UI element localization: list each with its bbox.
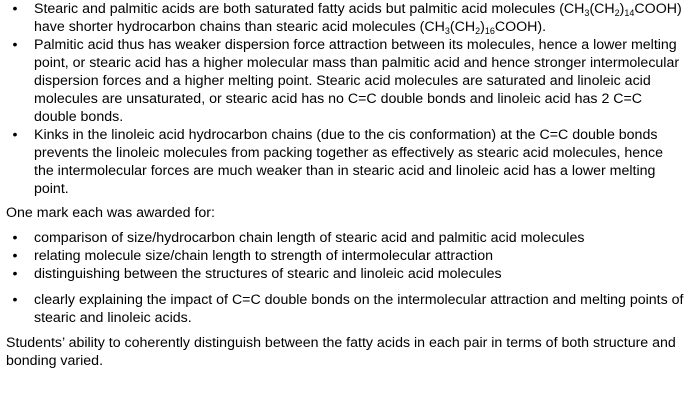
answer-point-text: Palmitic acid thus has weaker dispersion force attraction between its molecules, hence a lower melting point, or stearic acid has a higher molecular mass than palmitic acid and hence stronger intermolecular dispersion forces and a higher melting point. Stearic acid molecules are saturated and linoleic acid molecules are unsaturated, or stearic acid has no C=C double bonds and linoleic acid has 2 C=C double bonds. [34, 37, 680, 125]
marks-intro: One mark each was awarded for: [6, 205, 215, 221]
mark-criterion-text: relating molecule size/chain length to strength of intermolecular attraction [34, 248, 493, 264]
mark-criterion [6, 229, 684, 247]
bullet-marker: • [12, 37, 18, 53]
mark-criterion-text: distinguishing between the structures of stearic and linoleic acid molecules [34, 266, 502, 282]
answer-point [6, 0, 684, 36]
mark-criterion [6, 291, 684, 327]
answer-point-list [6, 0, 684, 198]
mark-criterion-text: clearly explaining the impact of C=C double bonds on the intermolecular attraction and melting points of stearic and linoleic acids. [34, 292, 684, 326]
bullet-marker: • [12, 1, 18, 17]
mark-criteria-list [6, 229, 684, 327]
summary-paragraph: Students’ ability to coherently distinguish between the fatty acids in each pair in terms of both structure and bonding varied. [6, 335, 676, 369]
answer-point-text: Kinks in the linoleic acid hydrocarbon chains (due to the cis conformation) at the C=C double bonds prevents the linoleic molecules from packing together as effectively as stearic acid molecules, hence the intermolecular forces are much weaker than in stearic acid and linoleic acid has a lower melting point. [34, 127, 664, 197]
bullet-marker: • [12, 230, 18, 246]
answer-point [6, 126, 684, 198]
mark-criterion-text: comparison of size/hydrocarbon chain length of stearic acid and palmitic acid molecules [34, 230, 585, 246]
answer-point [6, 36, 684, 126]
bullet-marker: • [12, 248, 18, 264]
bullet-marker: • [12, 292, 18, 308]
bullet-marker: • [12, 266, 18, 282]
mark-criterion [6, 247, 684, 265]
answer-point-text: Stearic and palmitic acids are both saturated fatty acids but palmitic acid molecules $(CH_3(CH_2)_{14}COOH)$ have shorter hydrocarbon chains than stearic acid molecules $(CH_3(CH_2)_{16}COOH)$. [34, 1, 682, 36]
mark-criterion [6, 265, 684, 283]
bullet-marker: • [12, 127, 18, 143]
